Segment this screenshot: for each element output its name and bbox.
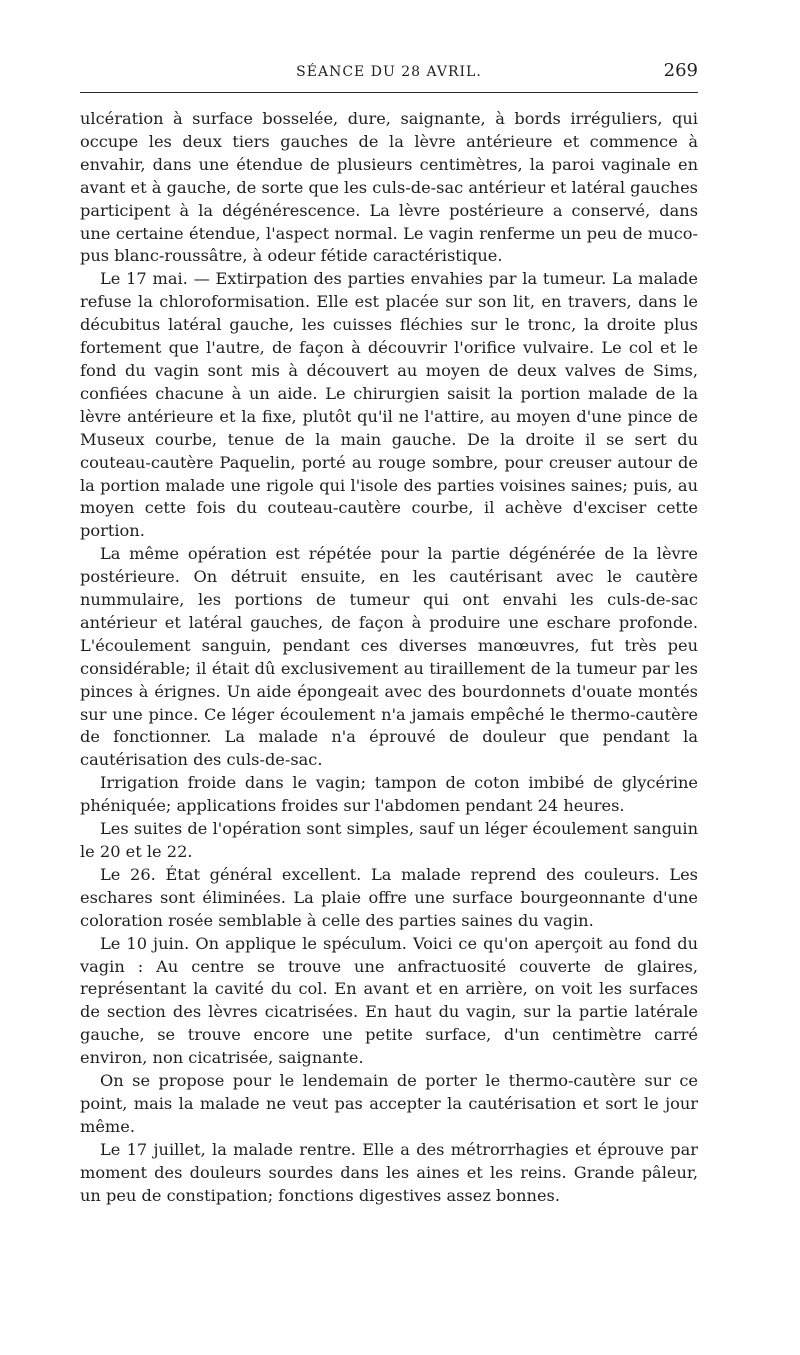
running-title: SÉANCE DU 28 AVRIL.: [296, 64, 482, 80]
paragraph: Le 17 mai. — Extirpation des parties envahies par la tumeur. La malade refuse la chloroformisation. Elle est placée sur son lit, en travers, dans le décubitus latéral gauche, les cuisses fléchies sur le tronc, la droite plus fortement que l'autre, de façon à découvrir l'orifice vulvaire. Le col et le fond du vagin sont mis à découvert au moyen de deux valves de Sims, confiées chacune à un aide. Le chirurgien saisit la portion malade de la lèvre antérieure et la fixe, plutôt qu'il ne l'attire, au moyen d'une pince de Museux courbe, tenue de la main gauche. De la droite il se sert du couteau-cautère Paquelin, porté au rouge sombre, pour creuser autour de la portion malade une rigole qui l'isole des parties voisines saines; puis, au moyen cette fois du couteau-cautère courbe, il achève d'exciser cette portion.: [80, 269, 698, 541]
page-header: [80, 58, 698, 88]
paragraph: ulcération à surface bosselée, dure, saignante, à bords irréguliers, qui occupe les deux tiers gauches de la lèvre antérieure et commence à envahir, dans une étendue de plusieurs centimètres, la paroi vaginale en avant et à gauche, de sorte que les culs-de-sac antérieur et latéral gauches participent à la dégénérescence. La lèvre postérieure a conservé, dans une certaine étendue, l'aspect normal. Le vagin renferme un peu de muco-pus blanc-roussâtre, à odeur fétide caractéristique.: [80, 109, 698, 266]
book-page: [80, 58, 698, 1205]
paragraph: Le 26. État général excellent. La malade reprend des couleurs. Les eschares sont éliminées. La plaie offre une surface bourgeonnante d'une coloration rosée semblable à celle des parties saines du vagin.: [80, 864, 698, 930]
paragraph: La même opération est répétée pour la partie dégénérée de la lèvre postérieure. On détruit ensuite, en les cautérisant avec le cautère nummulaire, les portions de tumeur qui ont envahi les culs-de-sac antérieur et latéral gauches, de façon à produire une eschare profonde. L'écoulement sanguin, pendant ces diverses manœuvres, fut très peu considérable; il était dû exclusivement au tiraillement de la tumeur par les pinces à érignes. Un aide épongeait avec des bourdonnets d'ouate montés sur une pince. Ce léger écoulement n'a jamais empêché le thermo-cautère de fonctionner. La malade n'a éprouvé de douleur que pendant la cautérisation des culs-de-sac.: [80, 544, 698, 770]
header-rule: [80, 92, 698, 93]
page-number: 269: [663, 60, 698, 81]
paragraph: Les suites de l'opération sont simples, sauf un léger écoulement sanguin le 20 et le 22.: [80, 819, 698, 861]
paragraph: Le 10 juin. On applique le spéculum. Voici ce qu'on aperçoit au fond du vagin : Au centre se trouve une anfractuosité couverte de glaires, représentant la cavité du col. En avant et en arrière, on voit les surfaces de section des lèvres cicatrisées. En haut du vagin, sur la partie latérale gauche, se trouve encore une petite surface, d'un centimètre carré environ, non cicatrisée, saignante.: [80, 933, 698, 1068]
paragraph: Le 17 juillet, la malade rentre. Elle a des métrorrhagies et éprouve par moment des douleurs sourdes dans les aines et les reins. Grande pâleur, un peu de constipation; fonctions digestives assez bonnes.: [80, 1139, 698, 1205]
body-text: [80, 108, 698, 1208]
paragraph: Irrigation froide dans le vagin; tampon de coton imbibé de glycérine phéniquée; applications froides sur l'abdomen pendant 24 heures.: [80, 773, 698, 816]
paragraph: On se propose pour le lendemain de porter le thermo-cautère sur ce point, mais la malade ne veut pas accepter la cautérisation et sort le jour même.: [80, 1071, 698, 1136]
